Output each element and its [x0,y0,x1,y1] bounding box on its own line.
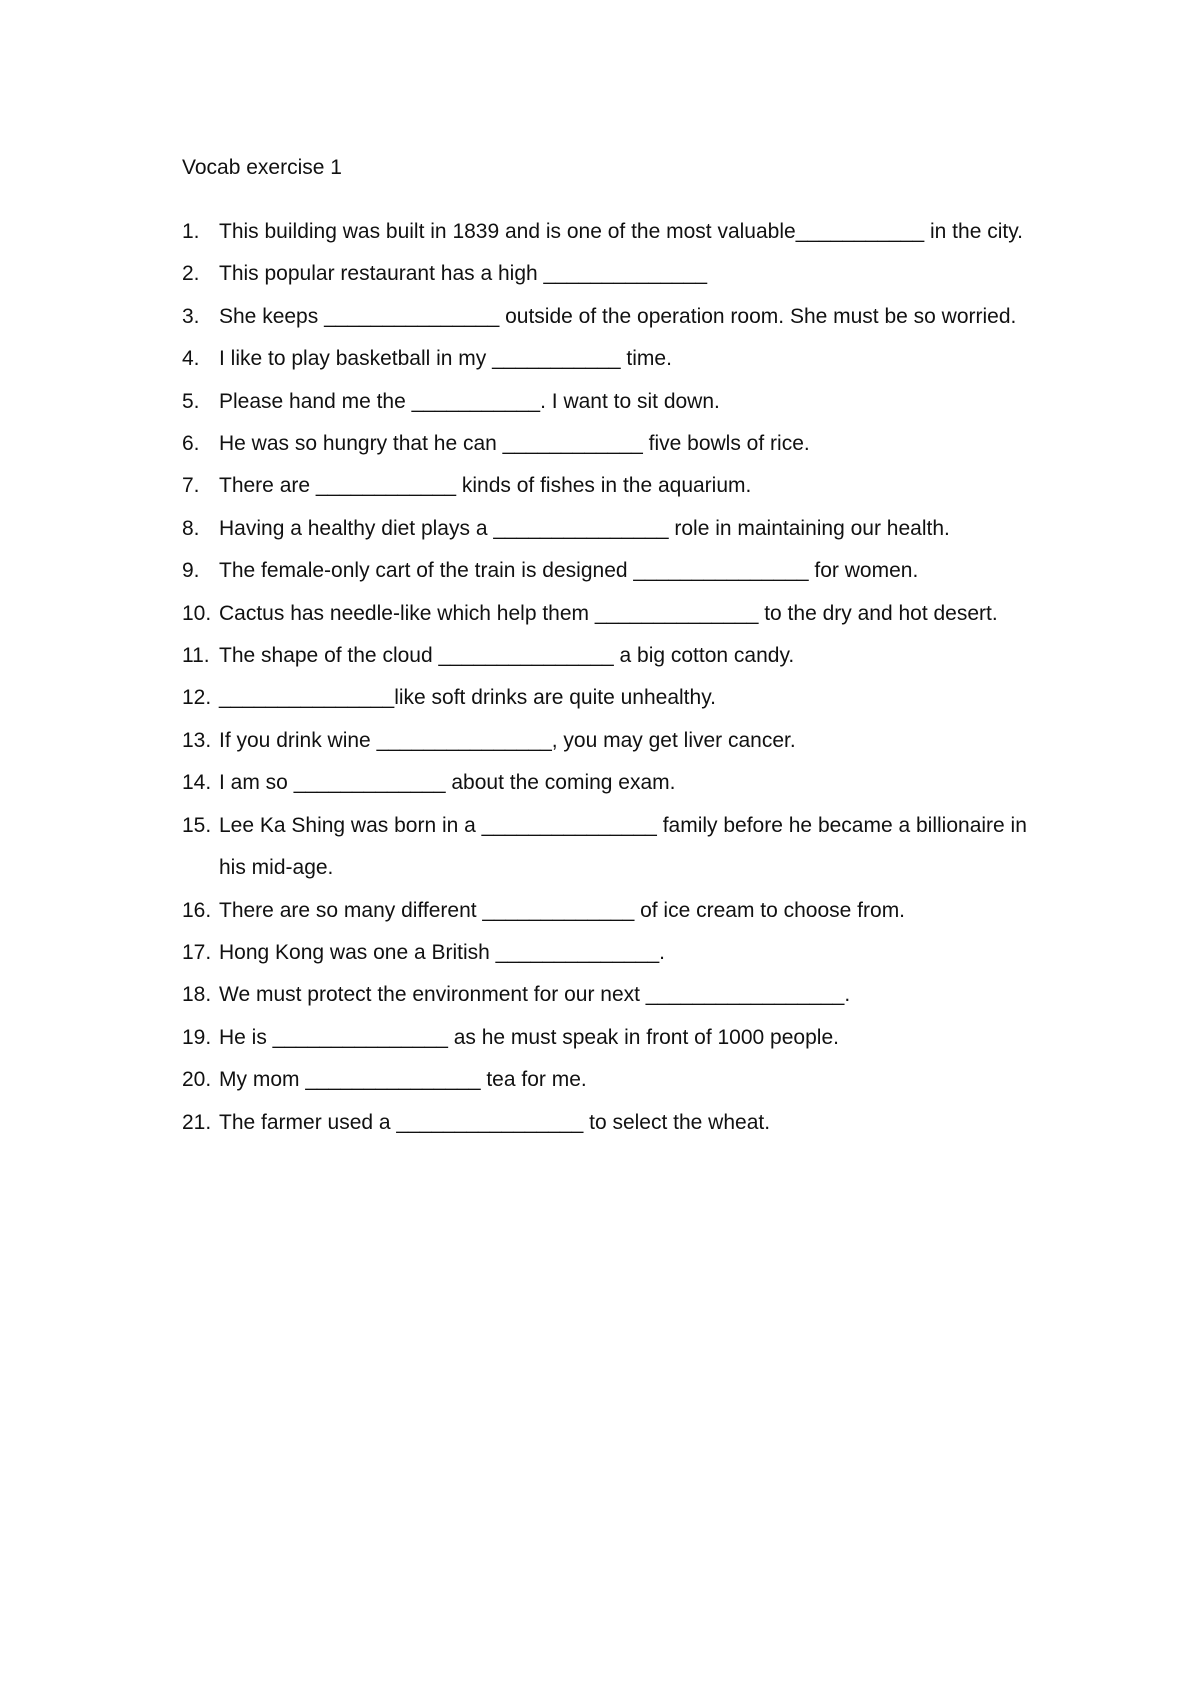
question-item [182,338,1052,380]
question-number: 20. [182,1068,212,1092]
question-number: 5. [182,389,200,413]
question-number: 14. [182,771,212,795]
question-text: This building was built in 1839 and is one of the most valuable___________ in the city. [219,220,1023,243]
question-text: He was so hungry that he can ____________ five bowls of rice. [219,432,810,456]
question-item [182,253,1052,295]
question-text: She keeps _______________ outside of the operation room. She must be so worried. [219,304,1017,328]
question-number: 9. [182,559,200,583]
question-text: I like to play basketball in my ___________ time. [219,347,672,371]
question-number: 11. [182,644,210,668]
question-text: The shape of the cloud _______________ a big cotton candy. [219,644,795,668]
question-text: If you drink wine _______________, you may get liver cancer. [219,728,796,752]
question-item [182,1102,1052,1144]
question-item [182,635,1052,677]
question-number: 12. [182,686,212,710]
question-text: The female-only cart of the train is designed _______________ for women. [219,559,919,583]
question-text: There are ____________ kinds of fishes in the aquarium. [219,474,752,498]
question-text: Having a healthy diet plays a _______________ role in maintaining our health. [219,516,950,540]
question-text: He is _______________ as he must speak in front of 1000 people. [219,1025,839,1049]
question-text: Please hand me the ___________. I want to sit down. [219,389,720,413]
question-text: The farmer used a ________________ to select the wheat. [219,1110,771,1134]
question-item [182,508,1052,550]
question-number: 18. [182,983,212,1007]
question-number: 6. [182,432,200,456]
question-number: 7. [182,474,200,498]
question-number: 19. [182,1025,212,1049]
question-item [182,677,1052,719]
question-number: 1. [182,220,200,243]
question-item [182,465,1052,507]
question-number: 3. [182,304,200,328]
question-item [182,762,1052,804]
question-item [182,974,1052,1016]
question-item [182,805,1052,890]
worksheet-title: Vocab exercise 1 [182,156,342,179]
question-number: 21. [182,1110,212,1134]
question-number: 16. [182,898,212,922]
question-text: I am so _____________ about the coming exam. [219,771,676,795]
question-text: There are so many different _____________ of ice cream to choose from. [219,898,906,922]
question-number: 8. [182,516,200,540]
question-text: Cactus has needle-like which help them ______________ to the dry and hot desert. [219,601,998,625]
question-list [182,211,1052,1144]
question-number: 13. [182,728,212,752]
question-text: Hong Kong was one a British ______________. [219,940,666,964]
question-item [182,890,1052,932]
question-number: 15. [182,813,212,837]
question-text: We must protect the environment for our next _________________. [219,983,851,1007]
question-number: 2. [182,262,200,286]
question-number: 4. [182,347,200,371]
question-text: This popular restaurant has a high ______________ [219,262,708,286]
question-text: My mom _______________ tea for me. [219,1068,587,1092]
question-item [182,211,1052,253]
question-number: 17. [182,940,212,964]
question-item [182,550,1052,592]
question-item [182,720,1052,762]
question-item [182,381,1052,423]
question-item [182,423,1052,465]
question-text: _______________like soft drinks are quite unhealthy. [219,686,716,710]
question-item [182,1059,1052,1101]
question-number: 10. [182,601,212,625]
question-item [182,1017,1052,1059]
question-item [182,593,1052,635]
question-item [182,932,1052,974]
question-text: Lee Ka Shing was born in a _______________ family before he became a billionaire in his mid-age. [219,813,1027,880]
question-item [182,296,1052,338]
